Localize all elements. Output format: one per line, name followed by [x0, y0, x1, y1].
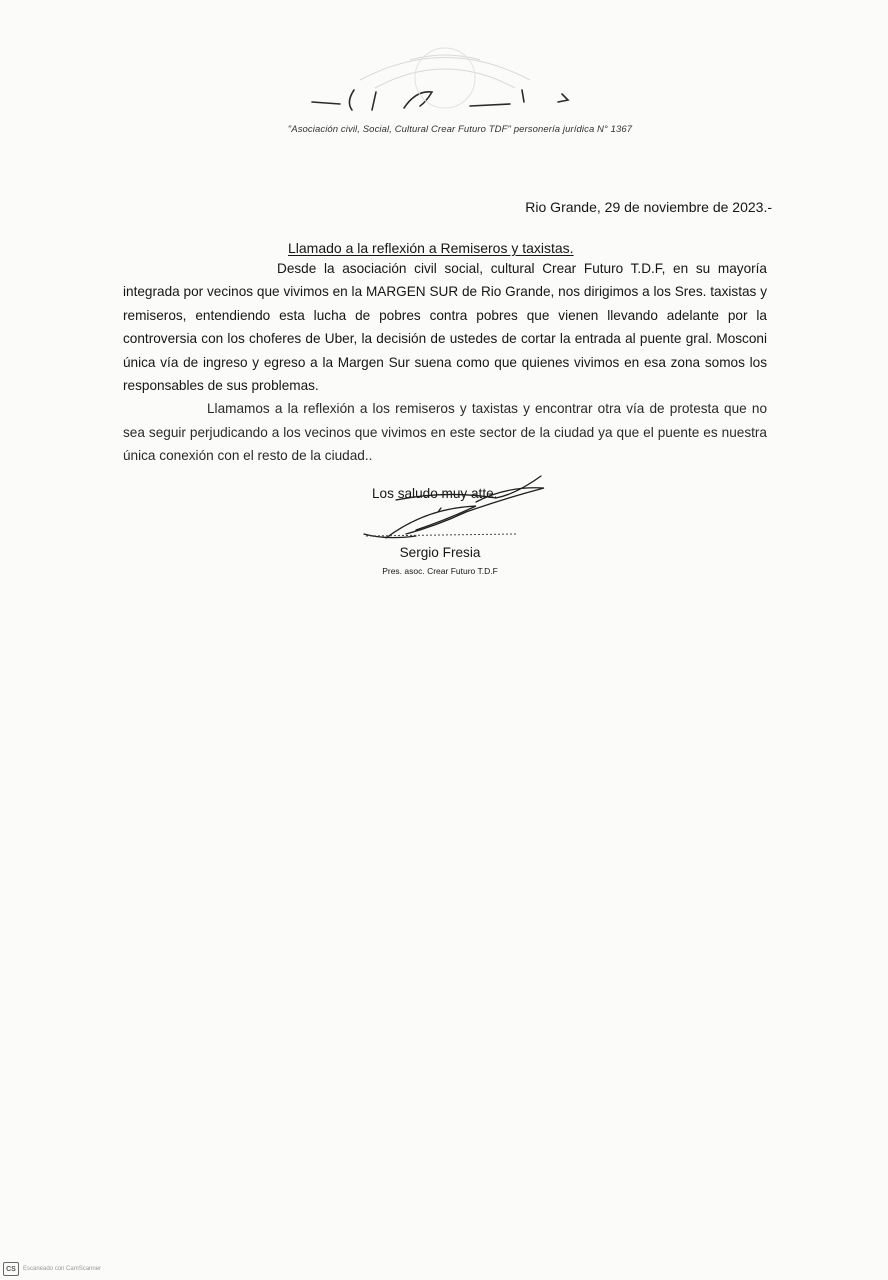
- handwritten-signature: [356, 468, 556, 550]
- association-logo: [300, 40, 590, 120]
- body-paragraph-2: Llamamos a la reflexión a los remiseros y taxistas y encontrar otra vía de protesta que no sea seguir perjudicando a los vecinos que vivimos en este sector de la ciudad ya que el puente es nuestra única conexión con el resto de la ciudad..: [123, 401, 767, 464]
- letter-subject: Llamado a la reflexión a Remiseros y taxistas.: [288, 240, 574, 256]
- letter-date: Rio Grande, 29 de noviembre de 2023.-: [525, 199, 772, 215]
- scanner-watermark: [3, 1262, 101, 1276]
- letter-body: [123, 257, 767, 468]
- signer-name: Sergio Fresia: [399, 545, 481, 560]
- scanner-label: Escaneado con CamScanner: [23, 1266, 102, 1272]
- camscanner-icon: CS: [3, 1262, 19, 1276]
- signer-role: Pres. asoc. Crear Futuro T.D.F: [382, 566, 498, 576]
- closing-line: Los saludo muy atte.: [372, 486, 498, 501]
- header-caption: "Asociación civil, Social, Cultural Crear Futuro TDF" personería jurídica N° 1367: [287, 124, 633, 135]
- body-paragraph-1: Desde la asociación civil social, cultural Crear Futuro T.D.F, en su mayoría integrada por vecinos que vivimos en la MARGEN SUR de Rio Grande, nos dirigimos a los Sres. taxistas y remiseros, entendiendo esta lucha de pobres contra pobres que vienen llevando adelante por la controversia con los choferes de Uber, la decisión de ustedes de cortar la entrada al puente gral. Mosconi única vía de ingreso y egreso a la Margen Sur suena como que quienes vivimos en esa zona somos los responsables de sus problemas.: [123, 261, 767, 394]
